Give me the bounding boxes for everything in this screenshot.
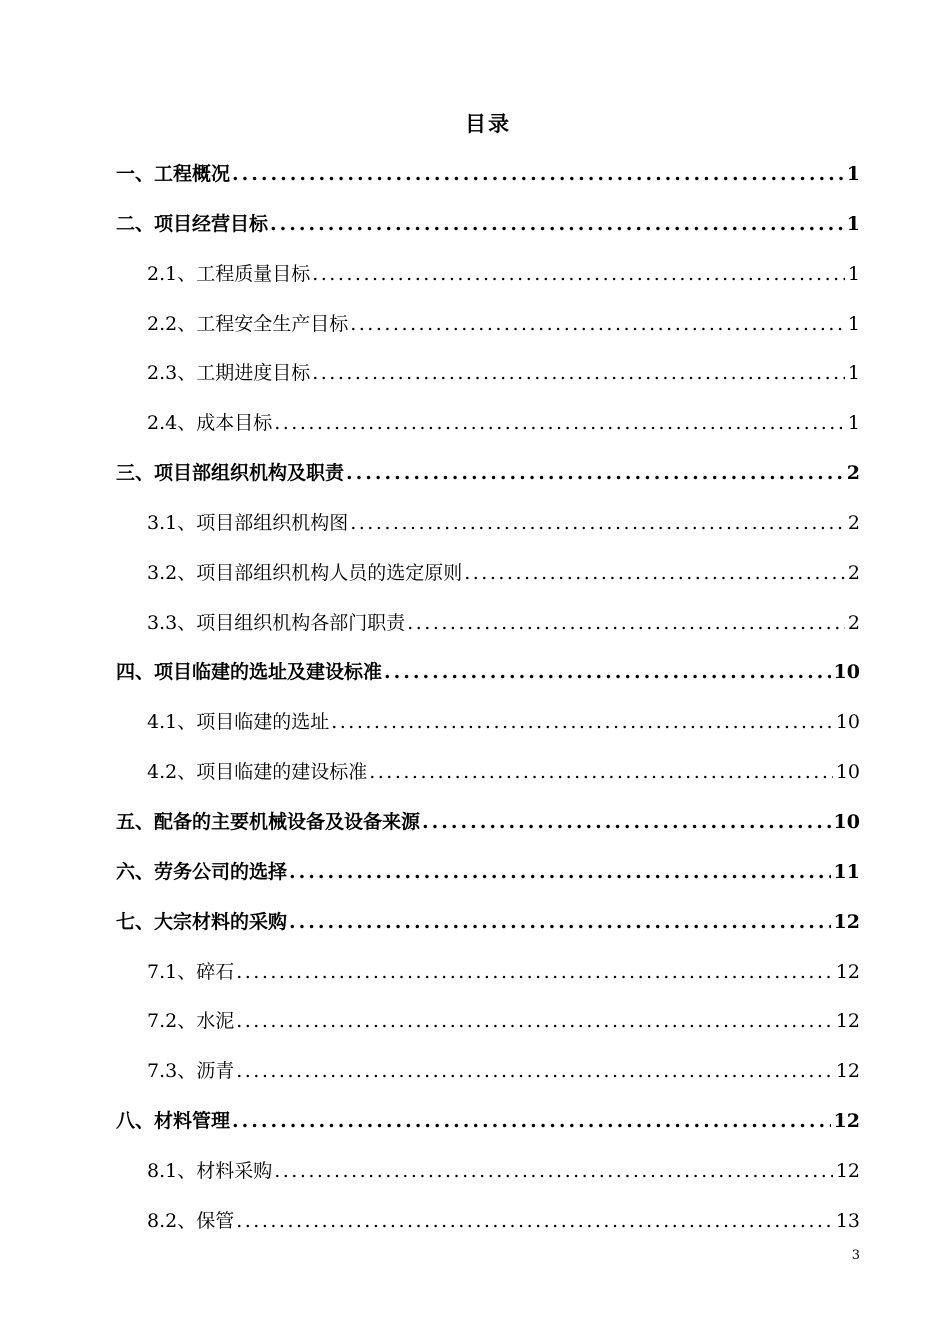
toc-entry-label: 3.2、项目部组织机构人员的选定原则 <box>147 561 463 584</box>
toc-entry-label: 3.1、项目部组织机构图 <box>147 511 349 534</box>
toc-entry[interactable] <box>116 549 860 599</box>
toc-entry-page: 13 <box>835 1209 860 1232</box>
toc-entry-label: 一、工程概况 <box>116 163 231 185</box>
toc-entry[interactable] <box>116 1197 860 1247</box>
dot-leader <box>331 698 833 748</box>
page-number: 3 <box>851 1248 860 1263</box>
toc-entry[interactable] <box>116 150 860 200</box>
dot-leader <box>270 200 844 250</box>
toc-entry-page: 2 <box>847 561 860 584</box>
dot-leader <box>312 250 845 300</box>
toc-entry[interactable] <box>116 499 860 549</box>
toc-entry-label: 4.2、项目临建的建设标准 <box>147 761 368 784</box>
toc-entry-page: 12 <box>835 960 860 983</box>
toc-entry-page: 10 <box>835 711 860 734</box>
toc-entry[interactable] <box>116 648 860 698</box>
toc-entry-label: 8.2、保管 <box>147 1209 235 1232</box>
toc-entry[interactable] <box>116 698 860 748</box>
toc-entry-page: 10 <box>833 810 860 833</box>
toc-entry-page: 1 <box>847 312 860 335</box>
toc-entry-page: 1 <box>846 212 860 235</box>
dot-leader <box>384 648 831 698</box>
toc-entry-page: 1 <box>847 412 860 435</box>
dot-leader <box>289 898 831 948</box>
toc-entry[interactable] <box>116 997 860 1047</box>
toc-entry[interactable] <box>116 349 860 399</box>
toc-entry-label: 2.2、工程安全生产目标 <box>147 312 349 335</box>
toc-entry[interactable] <box>116 748 860 798</box>
toc-entry-page: 12 <box>833 910 860 933</box>
toc-entry-label: 2.3、工期进度目标 <box>147 362 311 385</box>
toc-entry[interactable] <box>116 1047 860 1097</box>
dot-leader <box>407 599 845 649</box>
toc-entry-page: 1 <box>847 362 860 385</box>
toc-entry[interactable] <box>116 798 860 848</box>
toc-entry[interactable] <box>116 898 860 948</box>
dot-leader <box>232 150 844 200</box>
toc-entry-page: 1 <box>847 262 860 285</box>
dot-leader <box>274 1147 833 1197</box>
toc-entry[interactable] <box>116 848 860 898</box>
toc-entry-label: 三、项目部组织机构及职责 <box>116 462 345 485</box>
toc-entry-label: 3.3、项目组织机构各部门职责 <box>147 611 406 634</box>
dot-leader <box>350 499 845 549</box>
toc-entry[interactable] <box>116 300 860 350</box>
toc-entry-page: 12 <box>835 1159 860 1182</box>
toc-entry-page: 12 <box>835 1060 860 1083</box>
toc-entry-label: 7.2、水泥 <box>147 1010 235 1033</box>
toc-entry-label: 四、项目临建的选址及建设标准 <box>116 661 383 684</box>
toc-entry-label: 七、大宗材料的采购 <box>116 910 288 933</box>
toc-entry-label: 八、材料管理 <box>116 1110 231 1133</box>
dot-leader <box>464 549 845 599</box>
toc-entry-page: 2 <box>846 462 860 485</box>
toc-entry-page: 12 <box>835 1010 860 1033</box>
toc-entry[interactable] <box>116 1147 860 1197</box>
toc-entry[interactable] <box>116 449 860 499</box>
toc-entry[interactable] <box>116 200 860 250</box>
toc-entry-label: 4.1、项目临建的选址 <box>147 711 330 734</box>
toc-entry[interactable] <box>116 599 860 649</box>
dot-leader <box>369 748 833 798</box>
dot-leader <box>236 1197 833 1247</box>
toc-entry-label: 7.1、碎石 <box>147 960 235 983</box>
dot-leader <box>232 1097 831 1147</box>
toc-entry-label: 六、劳务公司的选择 <box>116 860 288 883</box>
dot-leader <box>422 798 831 848</box>
dot-leader <box>289 848 831 898</box>
toc-entry-label: 2.1、工程质量目标 <box>147 262 311 285</box>
dot-leader <box>350 300 845 350</box>
toc-entry-label: 8.1、材料采购 <box>147 1159 273 1182</box>
toc-entry-page: 2 <box>847 511 860 534</box>
toc-entry-page: 11 <box>833 860 860 883</box>
toc-entry[interactable] <box>116 399 860 449</box>
toc-entry-label: 二、项目经营目标 <box>116 212 269 235</box>
toc-entry-page: 12 <box>833 1110 860 1133</box>
dot-leader <box>346 449 844 499</box>
dot-leader <box>274 399 845 449</box>
toc-entry-page: 1 <box>846 163 860 185</box>
dot-leader <box>236 997 833 1047</box>
toc-entry-label: 7.3、沥青 <box>147 1060 235 1083</box>
table-of-contents <box>116 150 860 1247</box>
toc-entry-label: 2.4、成本目标 <box>147 412 273 435</box>
toc-entry-page: 10 <box>835 761 860 784</box>
toc-entry-page: 2 <box>847 611 860 634</box>
toc-entry-page: 10 <box>833 661 860 684</box>
dot-leader <box>236 1047 833 1097</box>
toc-title: 目录 <box>465 111 511 136</box>
dot-leader <box>236 948 833 998</box>
toc-entry[interactable] <box>116 948 860 998</box>
dot-leader <box>312 349 845 399</box>
toc-entry[interactable] <box>116 250 860 300</box>
toc-entry[interactable] <box>116 1097 860 1147</box>
toc-entry-label: 五、配备的主要机械设备及设备来源 <box>116 810 421 833</box>
